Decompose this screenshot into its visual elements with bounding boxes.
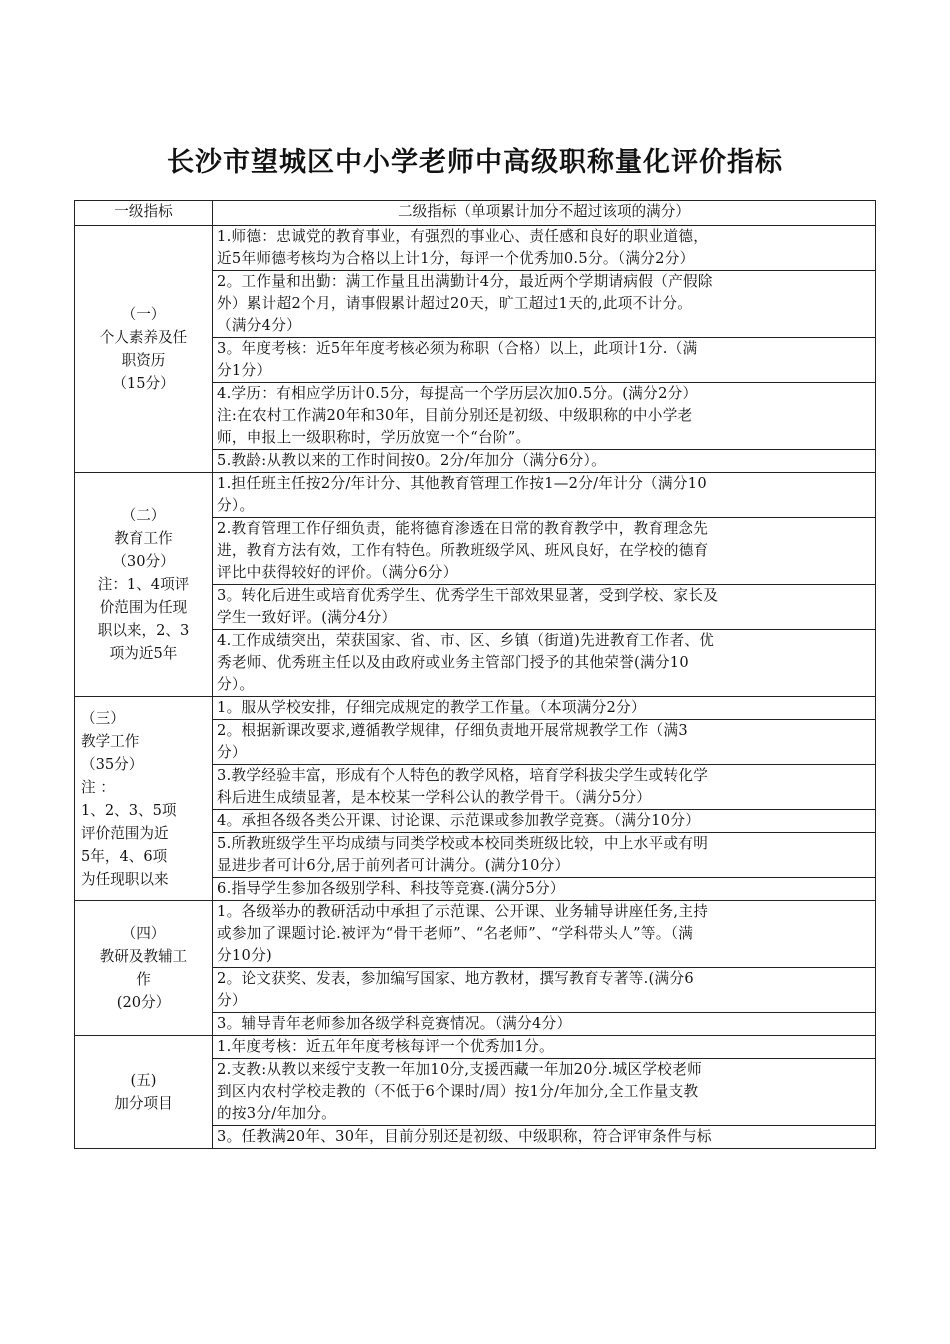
criteria-item-line: 2。论文获奖、发表，参加编写国家、地方教材，撰写教育专著等.(满分6: [217, 970, 694, 987]
category-line: （二）: [121, 507, 166, 524]
criteria-item-line: 6.指导学生参加各级别学科、科技等竞赛.(满分5分）: [217, 880, 565, 897]
criteria-item-line: 5.所教班级学生平均成绩与同类学校或本校同类班级比较，中上水平或有明: [217, 835, 709, 852]
category-line: 作: [136, 971, 151, 988]
category-line: 职资历: [121, 352, 166, 369]
criteria-item-line: 科后进生成绩显著，是本校某一学科公认的教学骨干。（满分5分）: [217, 789, 652, 806]
category-line: （一）: [121, 306, 166, 323]
criteria-item-line: 3。年度考核：近5年年度考核必须为称职（合格）以上，此项计1分.（满: [217, 340, 698, 357]
criteria-item-line: 或参加了课题讨论.被评为“骨干老师”、“名老师”、“学科带头人”等。（满: [217, 925, 694, 942]
category-line: 价范围为任现: [99, 599, 188, 616]
criteria-item-line: 到区内农村学校走教的（不低于6个课时/周）按1分/年加分,全工作量支教: [217, 1083, 699, 1100]
criteria-item-line: 分1分）: [217, 362, 272, 379]
criteria-item: [213, 1036, 876, 1059]
category-cell: [75, 473, 213, 697]
criteria-item-line: 5.教龄:从教以来的工作时间按0。2分/年加分（满分6分）。: [217, 452, 606, 469]
criteria-table: [74, 200, 876, 1149]
table-row: [75, 473, 876, 518]
criteria-item: [213, 585, 876, 630]
table-header-row: [75, 201, 876, 226]
category-line: （35分）: [81, 755, 144, 773]
criteria-item-line: 3。任教满20年、30年，目前分别还是初级、中级职称，符合评审条件与标: [217, 1128, 712, 1145]
criteria-item-line: 分）。: [217, 497, 255, 514]
page-title: 长沙市望城区中小学老师中高级职称量化评价指标: [167, 147, 783, 178]
table-body: [75, 226, 876, 1149]
category-line: 1、2、3、5项: [81, 801, 177, 819]
criteria-item-line: 2.教育管理工作仔细负责，能将德育渗透在日常的教育教学中，教育理念先: [217, 520, 709, 537]
criteria-item-line: 1。各级举办的教研活动中承担了示范课、公开课、业务辅导讲座任务,主持: [217, 903, 709, 920]
category-line: 教育工作: [114, 530, 173, 547]
table-row: [75, 901, 876, 968]
criteria-item: [213, 518, 876, 585]
header-level2: 二级指标（单项累计加分不超过该项的满分）: [213, 201, 876, 226]
category-line: 教学工作: [81, 732, 140, 750]
criteria-item-line: 2.支教:从教以来绥宁支教一年加10分,支援西藏一年加20分.城区学校老师: [217, 1061, 702, 1078]
category-line: 为任现职以来: [81, 870, 169, 888]
criteria-item-line: 分）: [217, 992, 247, 1009]
category-line: （30分）: [112, 553, 175, 570]
criteria-item-line: 4。承担各级各类公开课、讨论课、示范课或参加教学竞赛。（满分10分）: [217, 812, 701, 829]
category-line: 加分项目: [114, 1095, 173, 1112]
criteria-item: [213, 765, 876, 810]
table-row: [75, 697, 876, 720]
category-line: (五): [130, 1072, 157, 1089]
criteria-item: [213, 473, 876, 518]
criteria-item-line: 外）累计超2个月，请事假累计超过20天，旷工超过1天的,此项不计分。: [217, 295, 693, 312]
category-line: 注 ：: [81, 778, 115, 796]
category-cell: [75, 697, 213, 901]
criteria-item-line: 1.年度考核：近五年年度考核每评一个优秀加1分。: [217, 1038, 554, 1055]
criteria-item-line: 显进步者可计6分,居于前列者可计满分。(满分10分）: [217, 857, 570, 874]
criteria-item-line: 秀老师、优秀班主任以及由政府或业务主管部门授予的其他荣誉(满分10: [217, 654, 689, 671]
category-line: (20分）: [116, 994, 171, 1011]
category-line: （15分）: [112, 375, 175, 392]
criteria-item: [213, 697, 876, 720]
criteria-item: [213, 901, 876, 968]
category-line: 评价范围为近: [81, 824, 169, 842]
criteria-item: [213, 450, 876, 473]
category-line: 项为近5年: [109, 645, 178, 662]
category-cell: [75, 226, 213, 473]
category-cell: [75, 901, 213, 1036]
criteria-item: [213, 968, 876, 1013]
criteria-item-line: 的按3分/年加分。: [217, 1105, 337, 1122]
criteria-item-line: （满分4分）: [217, 317, 302, 334]
criteria-item-line: 3。转化后进生或培育优秀学生、优秀学生干部效果显著，受到学校、家长及: [217, 587, 719, 604]
criteria-item-line: 评比中获得较好的评价。（满分6分）: [217, 564, 458, 581]
category-line: （三）: [81, 709, 125, 727]
criteria-item: [213, 383, 876, 450]
criteria-item: [213, 1126, 876, 1149]
criteria-item-line: 注:在农村工作满20年和30年，目前分别还是初级、中级职称的中小学老: [217, 407, 693, 424]
criteria-item: [213, 1059, 876, 1126]
criteria-item: [213, 720, 876, 765]
criteria-item-line: 3.教学经验丰富，形成有个人特色的教学风格，培育学科拔尖学生或转化学: [217, 767, 709, 784]
criteria-item-line: 分）: [217, 744, 247, 761]
category-line: 5年，4、6项: [81, 847, 168, 865]
criteria-item-line: 3。辅导青年老师参加各级学科竞赛情况。（满分4分）: [217, 1015, 572, 1032]
category-line: 个人素养及任: [99, 329, 188, 346]
category-line: 职以来，2、3: [97, 622, 190, 639]
table-row: [75, 226, 876, 271]
criteria-item: [213, 271, 876, 338]
criteria-item: [213, 1013, 876, 1036]
criteria-item-line: 4.学历：有相应学历计0.5分，每提高一个学历层次加0.5分。(满分2分）: [217, 385, 698, 402]
criteria-item-line: 2。根据新课改要求,遵循教学规律，仔细负责地开展常规教学工作（满3: [217, 722, 688, 739]
criteria-item: [213, 810, 876, 833]
criteria-item-line: 师，申报上一级职称时，学历放宽一个“台阶”。: [217, 429, 531, 446]
criteria-item: [213, 878, 876, 901]
category-cell: [75, 1036, 213, 1149]
criteria-item-line: 近5年师德考核均为合格以上计1分，每评一个优秀加0.5分。（满分2分）: [217, 250, 695, 267]
criteria-item-line: 4.工作成绩突出，荣获国家、省、市、区、乡镇（街道)先进教育工作者、优: [217, 632, 715, 649]
criteria-item-line: 分10分): [217, 947, 272, 964]
criteria-item-line: 1.担任班主任按2分/年计分、其他教育管理工作按1—2分/年计分（满分10: [217, 475, 707, 492]
criteria-item-line: 2。工作量和出勤：满工作量且出满勤计4分，最近两个学期请病假（产假除: [217, 273, 713, 290]
table-row: [75, 1036, 876, 1059]
criteria-item-line: 学生一致好评。(满分4分）: [217, 609, 397, 626]
criteria-item: [213, 630, 876, 697]
category-line: 教研及教辅工: [99, 948, 188, 965]
category-line: 注：1、4项评: [97, 576, 190, 593]
criteria-item-line: 进，教育方法有效，工作有特色。所教班级学风、班风良好，在学校的德育: [217, 542, 709, 559]
criteria-item-line: 1。服从学校安排，仔细完成规定的教学工作量。（本项满分2分）: [217, 699, 646, 716]
criteria-item: [213, 833, 876, 878]
criteria-item: [213, 226, 876, 271]
category-line: （四）: [121, 925, 166, 942]
criteria-item-line: 1.师德：忠诚党的教育事业，有强烈的事业心、责任感和良好的职业道德，: [217, 228, 709, 245]
criteria-item: [213, 338, 876, 383]
header-level1: 一级指标: [75, 201, 213, 226]
criteria-item-line: 分）。: [217, 676, 255, 693]
